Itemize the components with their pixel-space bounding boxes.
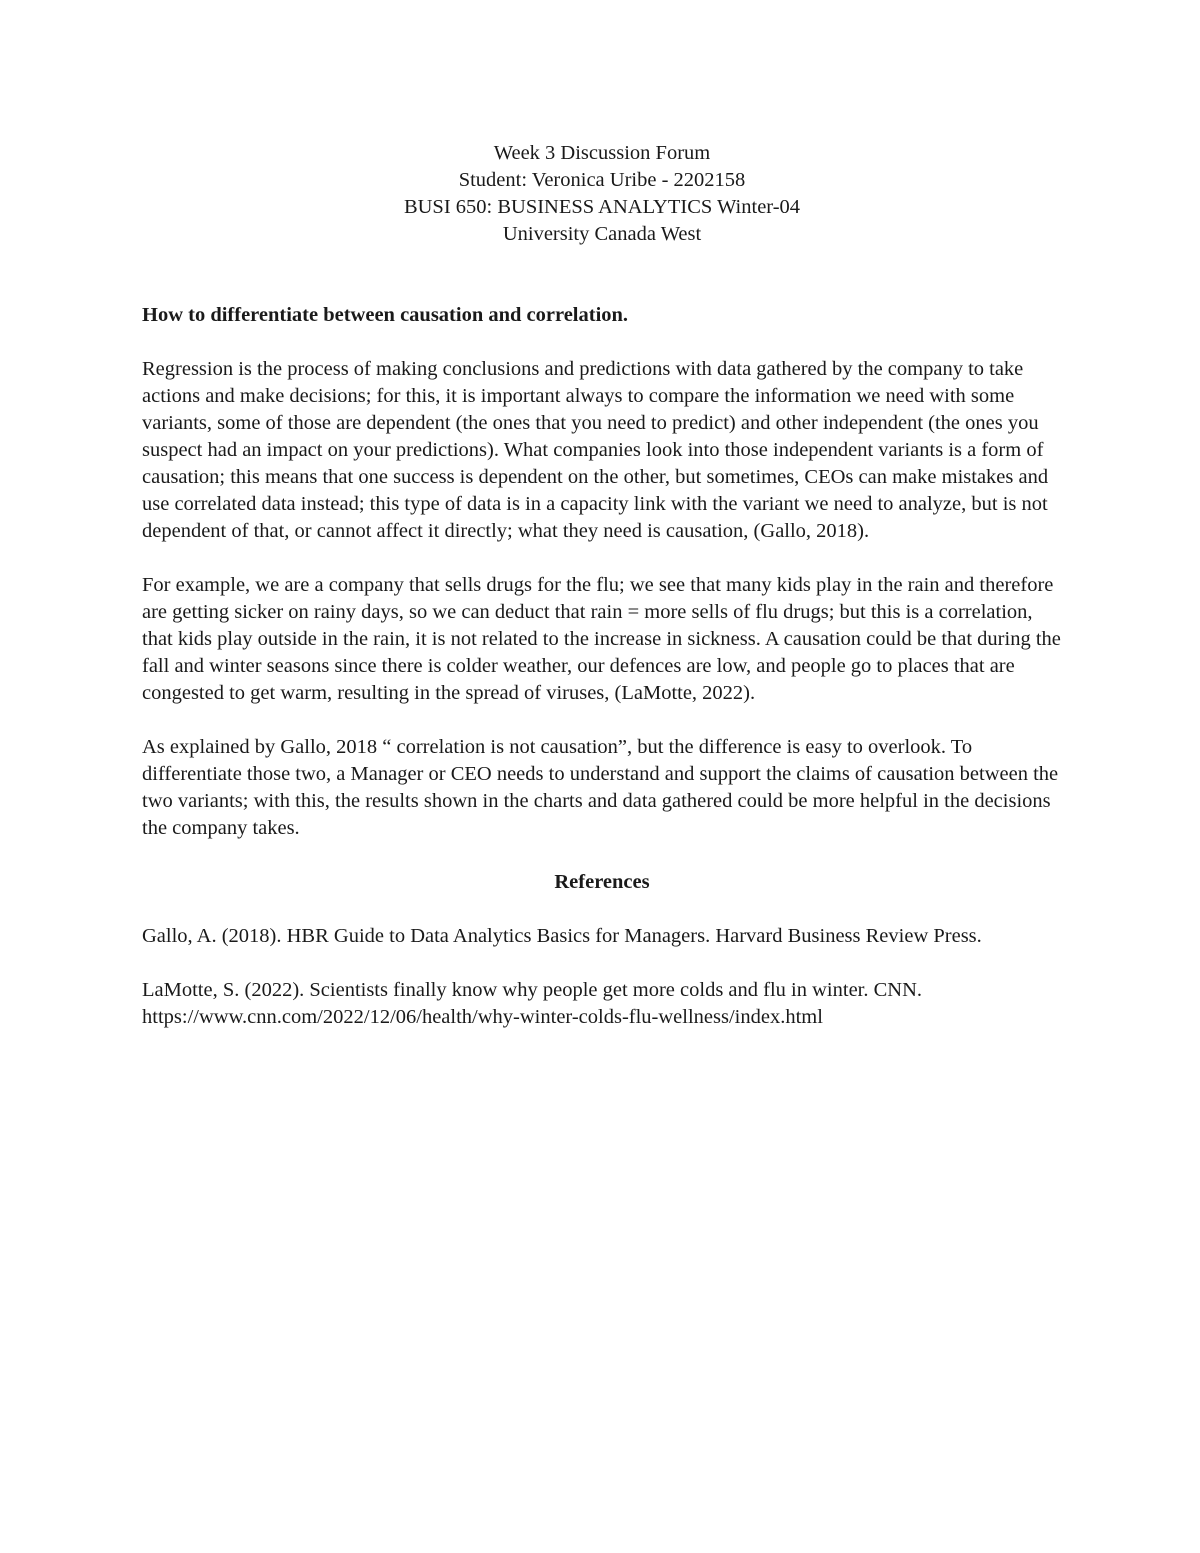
reference-text: LaMotte, S. (2022). Scientists finally know why people get more colds and flu in winter. CNN. bbox=[142, 979, 923, 1001]
section-heading: How to differentiate between causation and correlation. bbox=[142, 304, 629, 326]
course-line: BUSI 650: BUSINESS ANALYTICS Winter-04 bbox=[403, 196, 801, 218]
header-spacer bbox=[142, 248, 1062, 302]
body-paragraph-1: Regression is the process of making conclusions and predictions with data gathered by the company to take actions and make decisions; for this, it is important always to compare the information we need with some variants, some of those are dependent (the ones that you need to predict) and other independent (the ones you suspect had an impact on your predictions). What companies look into those independent variants is a form of causation; this means that one success is dependent on the other, but sometimes, CEOs can make mistakes and use correlated data instead; this type of data is in a capacity link with the variant we need to analyze, but is not dependent of that, or cannot affect it directly; what they need is causation, (Gallo, 2018). bbox=[142, 358, 1049, 542]
title-block bbox=[142, 140, 1062, 248]
reference-url: https://www.cnn.com/2022/12/06/health/why-winter-colds-flu-wellness/index.html bbox=[142, 1006, 823, 1028]
student-line: Student: Veronica Uribe - 2202158 bbox=[458, 169, 746, 191]
reference-text: Gallo, A. (2018). HBR Guide to Data Analytics Basics for Managers. Harvard Business Review Press. bbox=[142, 925, 982, 947]
university-line: University Canada West bbox=[502, 223, 702, 245]
body-paragraph-2: For example, we are a company that sells drugs for the flu; we see that many kids play in the rain and therefore are getting sicker on rainy days, so we can deduct that rain = more sells of flu drugs; but this is a correlation, that kids play outside in the rain, it is not related to the increase in sickness. A causation could be that during the fall and winter seasons since there is colder weather, our defences are low, and people go to places that are congested to get warm, resulting in the spread of viruses, (LaMotte, 2022). bbox=[142, 574, 1061, 704]
assignment-title: Week 3 Discussion Forum bbox=[493, 142, 711, 164]
reference-item-lamotte bbox=[142, 977, 1062, 1031]
references-title: References bbox=[554, 871, 650, 893]
reference-item-gallo bbox=[142, 923, 1062, 950]
body-paragraph-3: As explained by Gallo, 2018 “ correlation is not causation”, but the difference is easy to overlook. To differentiate those two, a Manager or CEO needs to understand and support the claims of causation between the two variants; with this, the results shown in the charts and data gathered could be more helpful in the decisions the company takes. bbox=[142, 736, 1059, 839]
document-body bbox=[142, 140, 1062, 1058]
